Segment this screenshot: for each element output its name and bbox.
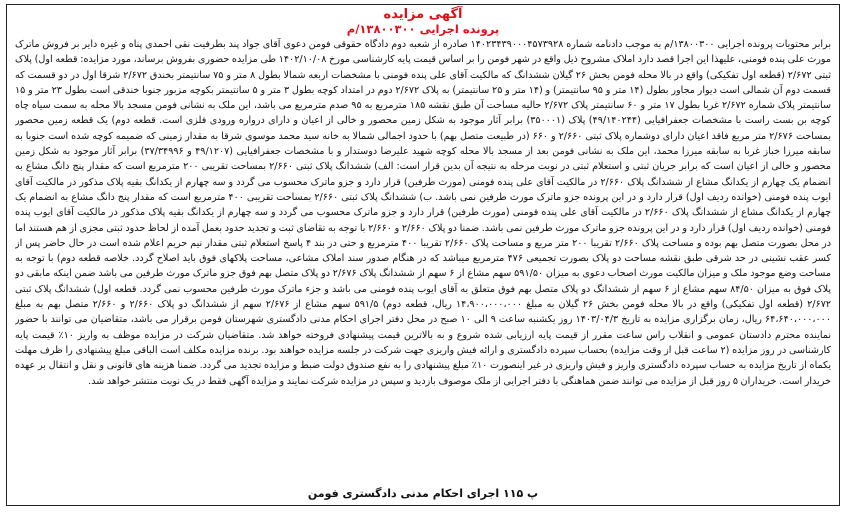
notice-body: برابر محتویات پرونده اجرایی ۱۳۸۰۰۳۰۰/م به موجب دادنامه شماره ۱۴۰۲۳۴۳۹۰۰۰۴۵۷۳۹۲۸ صادره از شعبه دوم دادگاه حقوقی فومن دعوی آقای جواد پند بطرفیت نقی احمدی پناه و غیره دایر بر فروش ماترک مورث علی پنده فومنی، علیهذا این اجرا قصد دارد املاک مشروح ذیل واقع در شهر فومن را بر اساس قیمت پایه کارشناسی مورخ ۱۴۰۲/۱۰/۰۸ طی مزایده حضوری بفروش برساند، مورد مزایده: قطعه اول) پلاک ثبتی ۲/۶۷۲ (قطعه اول تفکیکی) واقع در بالا محله فومن بخش ۲۶ گیلان ششدانگ که مالکیت آقای علی پنده فومنی با مشخصات اربعه شمالا بطول ۸ متر و ۷۵ سانتیمتر بخندق ۲/۶۷۲ شرقا اول در دو قسمت که قسمت دوم آن شمالی است دیوار مجاور بطول (۱۴ متر و ۹۵ سانتیمتر) و (۱۴ متر و ۲۵ سانتیمتر) به پلاک ۲/۶۷۲ دوم در امتداد کوچه بطول ۳ متر و ۵ سانتیمتر بکوچه مزبور جنوبا خندقی است بطول ۲۳ متر و ۱۵ سانتیمتر پلاک شماره ۲/۶۷۲ غربا بطول ۱۷ متر و ۶۰ سانتیمتر پلاک ۲/۶۷۲ حالیه مساحت آن طبق نقشه ۱۸۵ مترمربع به ۹۵ صدم مترمربع می باشد، این ملک به نشانی فومن مسجد بالا محله به سمت سیاه چاه کوچه بن بست راست با مشخصات جعفرافیایی (۴۹/۱۴۰۲۴۴) پلاک (۳۵۰۰۰۱) برابر آثار موجود به شکل زمین محصور و خالی از اعیان و دارای درواره ورودی فلزی است. قطعه دوم) یک قطعه زمین محصور بمساحت ۲/۶۷۶ متر مربع فاقد اعیان دارای دوشماره پلاک ثبتی ۲/۶۶۰ و ۶۶۰ (در طبیعت متصل بهم) با حدود اجمالی شمالا به خانه سید محمد موسوی شرقا به مقدار زمینی که ضمیمه کوچه شده است جنوبا به سابقه میرزا خباز غربا به سابقه میرزا محمد، این ملک به نشانی فومن بعد از مسجد بالا محله کوچه شهید علیرضا دوستدار و با مشخصات جعفرافیایی (۴۹/۱۲۰۷ و ۳۷/۳۴۹۹۶) برابر آثار موجود به شکل زمین محصور و خالی از اعیان است که برابر جریان ثبتی و استعلام ثبتی در نوبت مرحله به نتیجه آن بدین قرار است: الف) ششدانگ پلاک ثبتی ۲/۶۶۰ بمساحت تقریبی ۲۰۰ مترمربع است که مقدار پنج دانگ مشاع به انضمام یک چهارم از یکدانگ مشاع از ششدانگ پلاک ۲/۶۶۰ در مالکیت آقای علی پنده فومنی (مورث طرفین) قرار دارد و جزو ماترک محسوب می گردد و سه چهارم از یکدانگ بقیه پلاک مذکور در مالکیت آقای ایوب پنده فومنی (خوانده ردیف اول) قرار دارد و در این پرونده جزو ماترک مورث طرفین نمی باشد. ب) ششدانگ پلاک ثبتی ۲/۶۶۰ بمساحت تقریبی ۴۰۰ مترمربع است که مقدار پنج دانگ مشاع به انضمام یک چهارم از یکدانگ مشاع از ششدانگ پلاک ۲/۶۶۰ در مالکیت آقای علی پنده فومنی (مورث طرفین) قرار دارد و جزو ماترک محسوب می گردد و سه چهارم از یکدانگ بقیه پلاک مذکور در مالکیت آقای ایوب پنده فومنی (خوانده ردیف اول) قرار دارد و در این پرونده جزو ماترک مورث طرفین نمی باشد. ضمنا دو پلاک ۲/۶۶۰ و ۲/۶۶۰ با توجه به تقاضای ثبت و تجدید حدود بعمل آمده از لحاظ حدود ثبتی مجزی از هم هستند اما در محل بصورت متصل بهم بوده و مساحت پلاک ۲/۶۶۰ تقریبا ۲۰۰ متر مربع و مساحت پلاک ۲/۶۶۰ تقریبا ۴۰۰ مترمربع و حتی در بند ۴ پاسخ استعلام ثبتی مقدار نیم حریم اعلام شده است در حال حاضر پس از کسر عقب نشینی در حد شرقی طبق نقشه مساحت دو پلاک بصورت تجمیعی ۴۷۶ مترمربع میباشد که در هنگام صدور سند املاک مشاعی، مساحت پلاکهای فوق باید اصلاح گردد. خلاصه قطعه دوم) با توجه به مساحت وضع موجود ملک و میزان مالکیت مورث اصحاب دعوی به میزان ۵۹۱/۵۰ سهم مشاع از ۶ سهم از ششدانگ پلاک ۲/۶۷۶ دو پلاک متصل بهم فوق جزو ماترک مورث طرفین می باشد ضمن اینکه مابقی دو پلاک فوق به میزان ۸۴/۵۰ سهم مشاع از ۶ سهم از ششدانگ دو پلاک متصل بهم فوق متعلق به آقای ایوب پنده فومنی می باشد و جزء ماترک مورث طرفین محسوب نمی گردد. قطعه اول) ششدانگ پلاک ثبتی ۲/۶۷۲ (قطعه اول تفکیکی) واقع در بالا محله فومن بخش ۲۶ گیلان به مبلغ ۱۴،۹۰۰،۰۰۰،۰۰۰ ریال، قطعه دوم) ۵۹۱/۵ سهم مشاع از ۲/۶۷۶ سهم از ششدانگ دو پلاک ۲/۶۶۰ و ۲/۶۶۰ متصل بهم به مبلغ ۶۴،۶۴۰،۰۰۰،۰۰۰ ریال، زمان برگزاری مزایده به تاریخ ۱۴۰۳/۰۴/۳ روز یکشنبه ساعت ۹ الی ۱۰ صبح در محل دفتر اجرای احکام مدنی دادگستری شهرستان فومن برقرار می باشد، متقاضیان می توانند با حضور نماینده محترم دادستان عمومی و انقلاب راس ساعت مقرر از قیمت پایه ارزیابی شده شروع و به بالاترین قیمت پیشنهادی فروخته خواهد شد. متقاضیان شرکت در مزایده موظف به واریز ۱۰٪ قیمت پایه کارشناسی در روز مزایده (۲ ساعت قبل از وقت مزایده) بحساب سپرده دادگستری و ارائه فیش واریزی جهت شرکت در جلسه مزایده خواهند بود. برنده مزایده مکلف است الباقی مبلغ پیشنهادی را ظرف مهلت یکماه از تاریخ مزایده به حساب سپرده دادگستری واریز و فیش واریزی در غیر اینصورت ۱۰٪ مبلغ پیشنهادی را به نفع صندوق دولت ضبط و مزایده تجدید می گردد. ضمنا هزینه های قانونی و نقل و انتقال بر عهده خریدار است. خریداران ۵ روز قبل از مزایده می توانند ضمن هماهنگی با دفتر اجرایی از ملک موصوف بازدید و سپس در مزایده شرکت نمایند و مزایده آگهی فقط در یک نوبت منتشر خواهد شد. (15, 39, 831, 387)
notice-title: آگهی مزایده (383, 7, 463, 22)
case-number: پرونده اجرایی ۱۳۸۰۰۳۰۰/م (346, 22, 500, 36)
notice-frame (6, 4, 840, 506)
notice-signature: پ ۱۱۵ اجرای احکام مدنی دادگستری فومن (307, 487, 539, 500)
